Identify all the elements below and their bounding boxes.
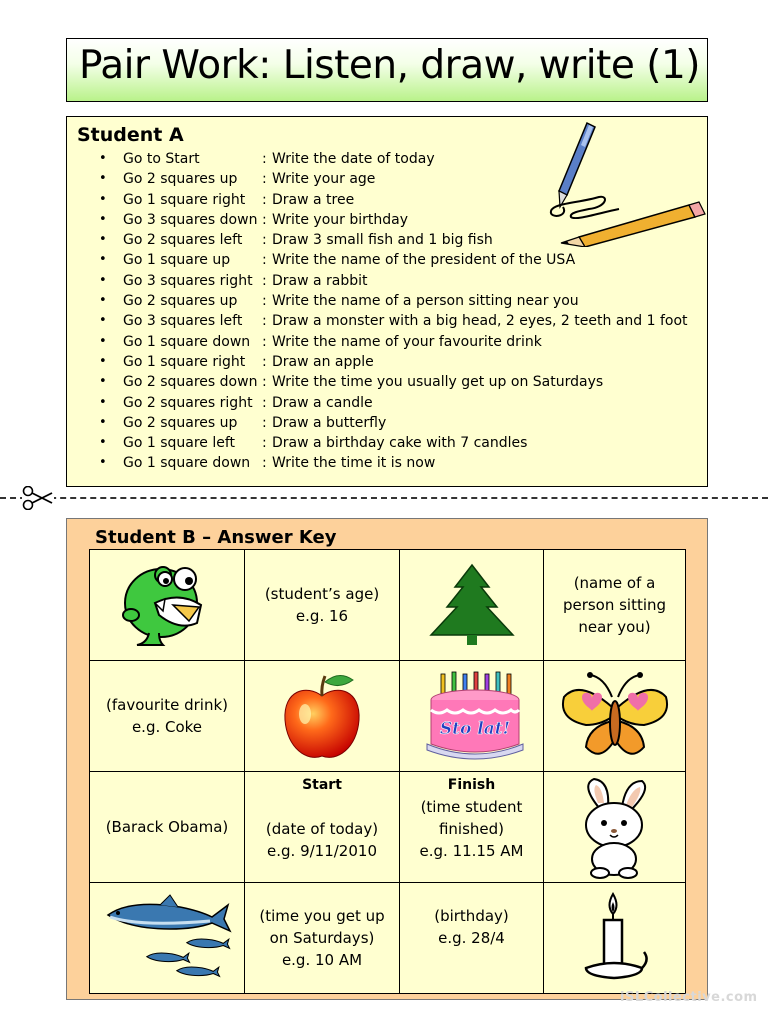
instruction-task: Write the time you usually get up on Saturdays [272,374,604,391]
grid-cell-start [245,772,400,883]
instruction-direction: Go 2 squares up [123,414,238,431]
cell-text: (time you get up [259,907,385,925]
bullet: • [99,272,107,288]
instruction-separator: : [262,293,267,310]
cell-text: near you) [578,618,651,636]
cell-text: e.g. 9/11/2010 [267,842,377,860]
instruction-task: Write the date of today [272,151,435,167]
instruction-direction: Go 1 square down [123,455,251,472]
instruction-task: Write your age [272,171,376,188]
bullet: • [99,435,107,451]
instruction-separator: : [262,232,267,249]
cell-text: (time student [420,798,523,816]
instruction-direction: Go 1 square right [123,353,246,370]
cell-text: e.g. 10 AM [281,951,363,969]
title-banner [66,38,708,102]
butterfly-icon [560,667,670,765]
instruction-direction: Go 3 squares down [123,211,258,228]
instruction-task: Write the name of your favourite drink [272,333,542,350]
student-a-panel [66,116,708,487]
instruction-separator: : [262,313,267,330]
cell-text: (favourite drink) [106,696,228,714]
cake-text: Sto lat! [439,719,510,739]
grid-cell-tree [400,550,544,661]
grid-cell-age [245,550,400,661]
grid-cell-candle [544,883,686,994]
scissors-icon [22,486,54,510]
rabbit-icon [570,775,660,879]
bullet: • [99,151,107,166]
instruction-direction: Go 2 squares up [123,293,238,310]
instruction-separator: : [262,435,267,452]
bullet: • [99,191,107,207]
instruction-separator: : [262,353,267,370]
instruction-direction: Go 1 square right [123,191,246,208]
birthday-cake-icon [419,670,525,762]
instruction-task: Write the name of the president of the USA [272,252,576,269]
cell-text: (student’s age) [264,585,380,603]
instruction-task: Draw 3 small fish and 1 big fish [272,232,493,249]
answer-grid [89,549,686,994]
instruction-direction: Go to Start [123,151,200,167]
grid-cell-get-up-time [245,883,400,994]
grid-cell-finish [400,772,544,883]
bullet: • [99,211,107,227]
bullet: • [99,313,107,329]
instruction-direction: Go 2 squares down [123,374,258,391]
cell-text: (birthday) [434,907,509,925]
grid-cell-favourite-drink [90,661,245,772]
instruction-direction: Go 3 squares left [123,313,243,330]
bullet: • [99,333,107,349]
grid-cell-cake [400,661,544,772]
bullet: • [99,394,107,410]
cell-text: (date of today) [265,820,379,838]
instruction-separator: : [262,171,267,188]
instruction-separator: : [262,374,267,391]
bullet: • [99,171,107,187]
page-title: Pair Work: Listen, draw, write (1) [79,43,700,88]
start-label: Start [302,777,342,793]
instruction-separator: : [262,394,267,411]
instruction-task: Write your birthday [272,211,408,228]
cell-text: e.g. Coke [131,718,203,736]
grid-cell-person-name [544,550,686,661]
instruction-direction: Go 2 squares right [123,394,253,411]
bullet: • [99,232,107,248]
watermark: iSLCollective.com [620,990,758,1005]
apple-icon [277,668,367,764]
grid-cell-rabbit [544,772,686,883]
student-a-heading: Student A [77,124,184,146]
fish-icon [100,893,234,983]
candle-icon [580,890,650,986]
instruction-direction: Go 2 squares up [123,171,238,188]
instruction-task: Write the time it is now [272,455,436,472]
cell-text: (Barack Obama) [105,818,229,836]
grid-cell-butterfly [544,661,686,772]
instruction-separator: : [262,272,267,289]
instruction-task: Draw a tree [272,191,355,208]
instruction-separator: : [262,455,267,472]
cell-text: e.g. 11.15 AM [419,842,524,860]
monster-icon [119,557,215,653]
cell-text: person sitting [562,596,667,614]
bullet: • [99,293,107,309]
instruction-direction: Go 3 squares right [123,272,253,289]
bullet: • [99,455,107,471]
student-b-panel [66,518,708,1000]
grid-cell-fish [90,883,245,994]
instruction-direction: Go 1 square up [123,252,231,269]
cut-line [0,497,768,499]
grid-cell-monster [90,550,245,661]
instruction-separator: : [262,151,267,167]
bullet: • [99,414,107,430]
instruction-task: Draw a monster with a big head, 2 eyes, 2 teeth and 1 foot [272,313,688,330]
instruction-separator: : [262,191,267,208]
finish-label: Finish [447,777,496,793]
instruction-separator: : [262,211,267,228]
instruction-task: Draw a birthday cake with 7 candles [272,435,528,452]
instruction-separator: : [262,333,267,350]
student-b-heading: Student B – Answer Key [95,527,337,548]
bullet: • [99,374,107,390]
bullet: • [99,252,107,268]
instruction-task: Draw an apple [272,353,374,370]
instruction-task: Write the name of a person sitting near you [272,293,579,310]
cell-text: on Saturdays) [269,929,375,947]
cell-text: e.g. 16 [295,607,349,625]
instruction-separator: : [262,414,267,431]
grid-cell-president [90,772,245,883]
instruction-separator: : [262,252,267,269]
bullet: • [99,353,107,369]
cell-text: e.g. 28/4 [438,929,505,947]
tree-icon [427,563,517,647]
instruction-task: Draw a rabbit [272,272,368,289]
instruction-direction: Go 1 square down [123,333,251,350]
instruction-task: Draw a butterfly [272,414,387,431]
pen-and-pencil-icon [539,117,709,251]
grid-cell-birthday [400,883,544,994]
cell-text: finished) [438,820,505,838]
instruction-task: Draw a candle [272,394,373,411]
cell-text: (name of a [573,574,656,592]
instruction-direction: Go 1 square left [123,435,236,452]
instruction-direction: Go 2 squares left [123,232,243,249]
grid-cell-apple [245,661,400,772]
